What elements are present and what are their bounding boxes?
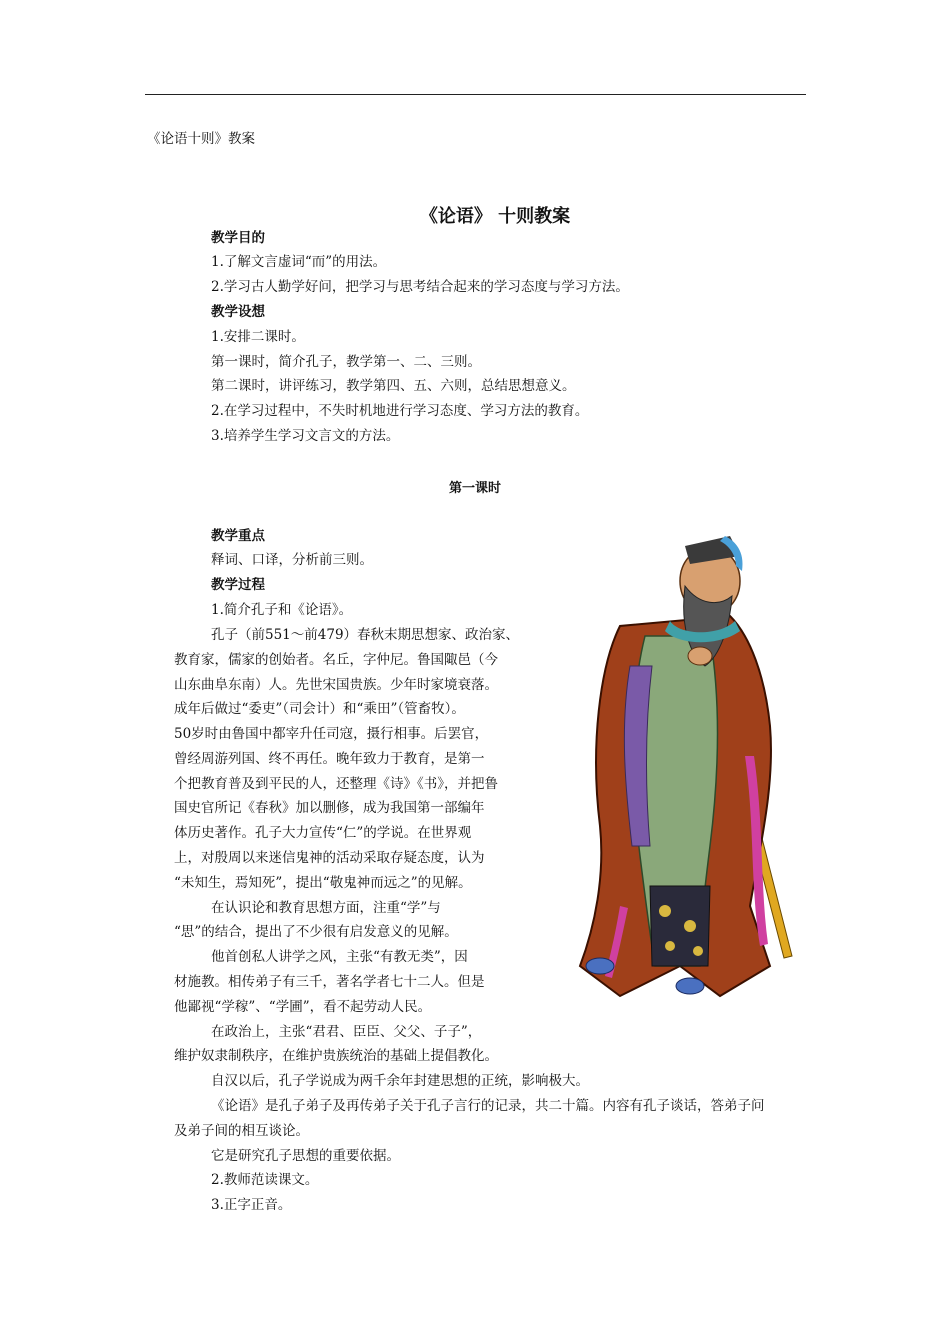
objective-item: 1.了解文言虚词“而”的用法。	[211, 254, 387, 270]
process-step: 2.教师范读课文。	[211, 1172, 319, 1188]
bio-line: 自汉以后，孔子学说成为两千余年封建思想的正统，影响极大。	[211, 1073, 589, 1089]
bio-line: 上，对殷周以来迷信鬼神的活动采取存疑态度，认为	[174, 850, 485, 866]
bio-line: 国史官所记《春秋》加以删修，成为我国第一部编年	[174, 800, 485, 816]
lesson-heading: 第一课时	[448, 481, 501, 496]
bio-line: 50岁时由鲁国中都宰升任司寇，摄行相事。后罢官，	[174, 726, 489, 742]
page-title: 《论语》 十则教案	[419, 206, 571, 227]
bio-line: 山东曲阜东南）人。先世宋国贵族。少年时家境衰落。	[174, 677, 498, 693]
bio-line: 他鄙视“学稼”、“学圃”，看不起劳动人民。	[174, 999, 432, 1015]
process-step: 3.正字正音。	[211, 1197, 292, 1213]
bio-line: 个把教育普及到平民的人，还整理《诗》《书》，并把鲁	[174, 776, 498, 792]
bio-line: 孔子（前551～前479）春秋末期思想家、政治家、	[211, 627, 520, 643]
bio-line: 教育家，儒家的创始者。名丘，字仲尼。鲁国陬邑（今	[174, 652, 498, 668]
bio-line: 它是研究孔子思想的重要依据。	[211, 1148, 400, 1164]
bio-line: 在认识论和教育思想方面，注重“学”与	[211, 900, 441, 916]
bio-line: 及弟子间的相互谈论。	[174, 1123, 309, 1139]
design-item: 第一课时，简介孔子，教学第一、二、三则。	[211, 354, 481, 370]
design-heading: 教学设想	[211, 304, 265, 320]
objectives-heading: 教学目的	[211, 230, 265, 246]
header-rule	[145, 94, 806, 95]
process-heading: 教学过程	[211, 577, 265, 593]
confucius-illustration	[560, 526, 796, 1010]
design-item: 1.安排二课时。	[211, 329, 305, 345]
design-item: 2.在学习过程中，不失时机地进行学习态度、学习方法的教育。	[211, 403, 589, 419]
focus-heading: 教学重点	[211, 528, 265, 544]
bio-line: 成年后做过“委吏”（司会计）和“乘田”（管畜牧）。	[174, 701, 465, 717]
bio-line: 《论语》是孔子弟子及再传弟子关于孔子言行的记录，共二十篇。内容有孔子谈话，答弟子问	[211, 1098, 765, 1114]
bio-line: “未知生，焉知死”，提出“敬鬼神而远之”的见解。	[174, 875, 472, 891]
bio-line: 曾经周游列国、终不再任。晚年致力于教育，是第一	[174, 751, 485, 767]
focus-text: 释词、口译，分析前三则。	[211, 552, 373, 568]
bio-line: 维护奴隶制秩序，在维护贵族统治的基础上提倡教化。	[174, 1048, 498, 1064]
bio-line: 在政治上，主张“君君、臣臣、父父、子子”，	[211, 1024, 482, 1040]
bio-line: 他首创私人讲学之风，主张“有教无类”，因	[211, 949, 468, 965]
objective-item: 2.学习古人勤学好问，把学习与思考结合起来的学习态度与学习方法。	[211, 279, 629, 295]
design-item: 第二课时，讲评练习，教学第四、五、六则，总结思想意义。	[211, 378, 576, 394]
bio-line: “思”的结合，提出了不少很有启发意义的见解。	[174, 924, 458, 940]
bio-line: 体历史著作。孔子大力宣传“仁”的学说。在世界观	[174, 825, 472, 841]
design-item: 3.培养学生学习文言文的方法。	[211, 428, 400, 444]
running-header: 《论语十则》教案	[147, 131, 255, 147]
process-step: 1.简介孔子和《论语》。	[211, 602, 353, 618]
bio-line: 材施教。相传弟子有三千，著名学者七十二人。但是	[174, 974, 485, 990]
